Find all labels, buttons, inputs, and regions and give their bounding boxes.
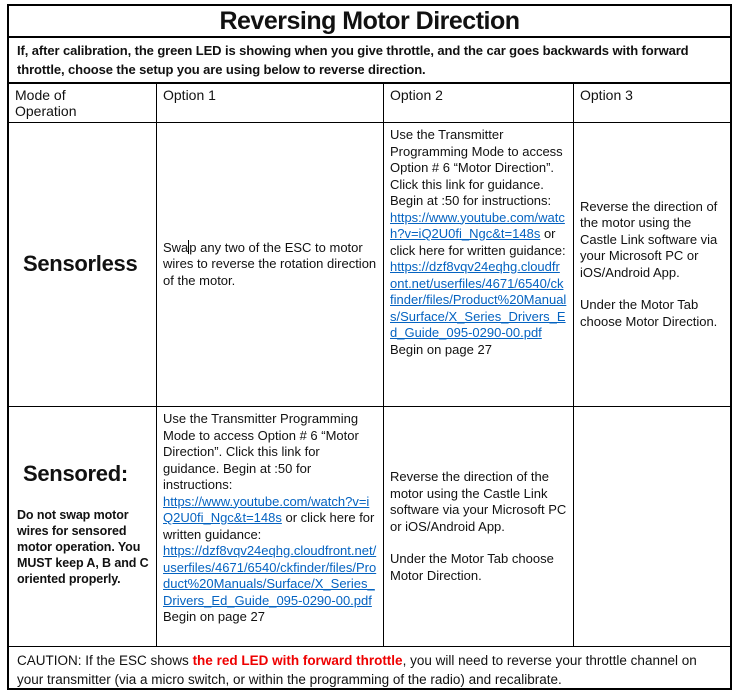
caution-highlight: the red LED with forward throttle (192, 653, 403, 668)
options-table (9, 84, 730, 647)
sensored-note: Do not swap motor wires for sensored motor operation. You MUST keep A, B and C oriented properly. (17, 507, 149, 586)
sensorless-youtube-link[interactable]: https://www.youtube.com/watch?v=iQ2U0fi_Ngc&t=148s (390, 209, 565, 241)
text-segment: Swa (163, 239, 189, 255)
sensorless-option3-para1: Reverse the direction of the motor using the Castle Link software via your Microsoft PC or iOS/Android App. (580, 198, 718, 280)
text-segment: p any two of the ESC to motor wires to reverse the rotation direction of the motor. (163, 239, 377, 288)
caution-suffix: , you will need to reverse your throttle channel on your transmitter (via a micro switch, or within the programming of the radio) and recalibrate. (17, 653, 697, 687)
sensorless-option1-text (163, 240, 377, 290)
sensored-option1-cell (157, 407, 384, 647)
sensorless-label: Sensorless (23, 251, 138, 277)
sensored-label: Sensored: (23, 461, 128, 487)
sensorless-label-cell (9, 123, 157, 407)
sensorless-option3-cell (574, 123, 730, 407)
sensorless-option1-cell (157, 123, 384, 407)
sensored-option1-outro: Begin on page 27 (163, 609, 265, 624)
sensored-option2-para1: Reverse the direction of the motor using the Castle Link software via your Microsoft PC or iOS/Android App. (390, 469, 567, 534)
sensorless-option2-middle: or click here for written guidance: (390, 226, 566, 258)
sensored-option2-cell (384, 407, 574, 647)
sensorless-option3-para2: Under the Motor Tab choose Motor Direction. (580, 297, 718, 329)
sensored-youtube-link[interactable]: https://www.youtube.com/watch?v=iQ2U0fi_Ngc&t=148s (163, 493, 370, 525)
sensorless-pdf-link[interactable]: https://dzf8vqv24eqhg.cloudfront.net/userfiles/4671/6540/ckfinder/files/Product%20Manuals/Surface/X_Series_Drivers_Ed_Guide_095-0290-00.pdf (390, 259, 567, 340)
caution-prefix: CAUTION: If the ESC shows (17, 653, 189, 668)
intro-text: If, after calibration, the green LED is showing when you give throttle, and the car goes backwards with forward throttle, choose the setup you are using below to reverse direction. (9, 38, 730, 84)
page-title: Reversing Motor Direction (9, 6, 730, 38)
sensored-option3-cell (574, 407, 730, 647)
column-header-option-1: Option 1 (157, 84, 384, 123)
sensorless-option2-outro: Begin on page 27 (390, 341, 492, 357)
caution-text (9, 647, 730, 693)
document (7, 4, 732, 690)
sensored-option2-para2: Under the Motor Tab choose Motor Direction. (390, 551, 554, 583)
column-header-mode-of-operation (9, 84, 157, 123)
column-header-option-3: Option 3 (574, 84, 730, 123)
sensored-pdf-link[interactable]: https://dzf8vqv24eqhg.cloudfront.net/userfiles/4671/6540/ckfinder/files/Product%20Manuals/Surface/X_Series_Drivers_Ed_Guide_095-0290-00.pdf (163, 543, 377, 608)
sensorless-option2-intro: Use the Transmitter Programming Mode to access Option # 6 “Motor Direction”. Click this link for guidance. Begin at :50 for instructions: (390, 127, 563, 208)
column-header-label: Mode of Operation (15, 87, 77, 119)
sensored-option1-middle: or click here for written guidance: (163, 510, 375, 542)
sensored-label-cell (9, 407, 157, 647)
column-header-option-2: Option 2 (384, 84, 574, 123)
sensorless-option2-cell (384, 123, 574, 407)
sensored-option1-intro: Use the Transmitter Programming Mode to access Option # 6 “Motor Direction”. Click this link for guidance. Begin at :50 for instructions: (163, 411, 359, 492)
